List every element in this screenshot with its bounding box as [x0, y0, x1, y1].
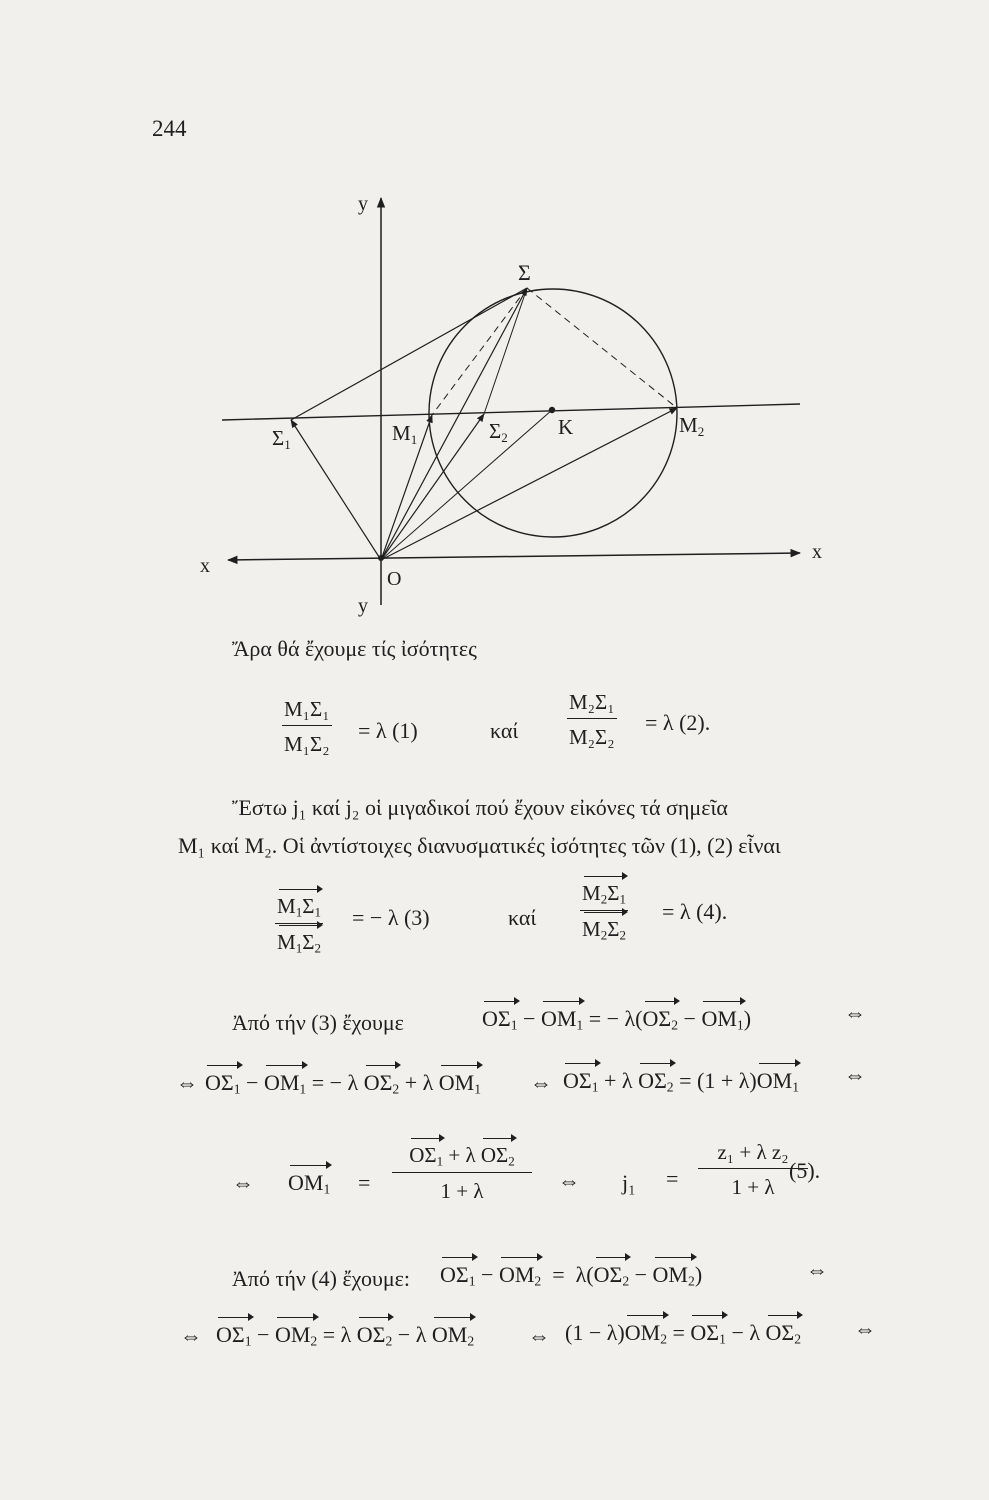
page-number: 244 [152, 116, 187, 141]
iff-9: ⇔ [528, 1323, 550, 1348]
iff-10: ⇔ [854, 1316, 876, 1341]
from-4-label: Ἀπό τήν (4) ἔχουμε: [232, 1266, 410, 1291]
paragraph-line-1: Ἔστω j₁ καί j₂ οἱ μιγαδικοί πού ἔχουν εἰκόνες τά σημεῖα [232, 795, 728, 820]
iff-3: ⇔ [530, 1070, 552, 1095]
x-axis [228, 553, 800, 560]
kai-2: καί [508, 905, 537, 930]
label-y-top: y [358, 193, 368, 215]
j1-lhs: j₁ [622, 1170, 636, 1195]
equals-1: = [358, 1170, 371, 1195]
iff-5: ⇔ [232, 1170, 254, 1195]
from-3-equation: $O\Sigma_1 - OM_1$ = − $\lambda(O\Sigma_2 - OM_1)$ [482, 1006, 752, 1033]
equation-2-rhs: = λ (2). [645, 710, 711, 735]
equation-5-label: (5). [789, 1158, 821, 1183]
fraction-2-numerator: M₂Σ₁ [567, 690, 617, 719]
step-line-1b: $O\Sigma_1 + \lambda$ $O\Sigma_2 = (1 + \lambda)OM_1$ [563, 1068, 800, 1095]
fraction-2-denominator: M₂Σ₂ [569, 725, 615, 749]
vector-o-sigma1 [291, 420, 381, 560]
point-k [549, 407, 555, 413]
step-line-2b: $(1 - \lambda)OM_2 = O\Sigma_1 - \lambda$ $O\Sigma_2$ [565, 1320, 802, 1347]
intro-text: Ἄρα θά ἔχουμε τίς ἰσότητες [232, 636, 477, 661]
label-m1: M1 [392, 421, 418, 447]
fraction-om1: $\frac{O\Sigma_1 + \lambda O\Sigma_2}{1 + \lambda}$ [392, 1143, 532, 1204]
fraction-j1-numerator: z₁ + λ z₂ [698, 1140, 808, 1169]
label-x-right: x [812, 541, 822, 563]
segment-sigma-sigma2 [484, 288, 527, 414]
step-line-2: $O\Sigma_1 - OM_2 = \lambda$ $O\Sigma_2 - \lambda$ $OM_2$ [216, 1322, 475, 1349]
iff-1: ⇔ [844, 1000, 866, 1025]
label-x-left: x [200, 555, 210, 577]
equation-3-rhs: = − λ (3) [352, 905, 430, 930]
label-sigma: Σ [518, 260, 531, 285]
equals-2: = [666, 1166, 679, 1191]
label-y-bottom: y [358, 595, 368, 617]
from-3-label: Ἀπό τήν (3) ἔχουμε [232, 1010, 404, 1035]
fraction-4: $\frac{M_2\Sigma_1}{M_2\Sigma_2}$ [582, 881, 626, 943]
fraction-1-denominator: M₁Σ₂ [284, 732, 330, 756]
fraction-1-numerator: M₁Σ₁ [282, 697, 332, 726]
geometry-figure [0, 0, 989, 640]
step-line-1: $O\Sigma_1 - OM_1$ = − λ $O\Sigma_2 + \lambda$ $OM_1$ [205, 1070, 482, 1097]
fraction-j1-denominator: 1 + λ [731, 1175, 775, 1199]
dashed-sigma-m2 [527, 288, 677, 408]
point-o [378, 555, 384, 561]
equation-1-rhs: = λ (1) [358, 718, 418, 743]
label-sigma1: Σ1 [272, 426, 291, 452]
kai-1: καί [490, 718, 519, 743]
label-k: K [558, 415, 574, 439]
iff-8: ⇔ [180, 1323, 202, 1348]
iff-6: ⇔ [558, 1168, 580, 1193]
paragraph-line-2: M₁ καί M₂. Οἱ ἀντίστοιχες διανυσματικές ἰσότητες τῶν (1), (2) εἶναι [178, 833, 781, 858]
iff-2: ⇔ [176, 1070, 198, 1095]
fraction-3: $\frac{M_1\Sigma_1}{M_1\Sigma_2}$ [277, 894, 321, 956]
dashed-sigma-m1 [432, 288, 527, 415]
iff-4: ⇔ [844, 1062, 866, 1087]
iff-7: ⇔ [806, 1257, 828, 1282]
om1-lhs: $OM_1$ [288, 1170, 331, 1197]
label-origin: O [387, 568, 402, 590]
label-m2: M2 [679, 413, 705, 439]
line-sigma1-m2 [222, 404, 800, 420]
fraction-1 [282, 697, 332, 757]
fraction-2 [567, 690, 617, 750]
equation-4-rhs: = λ (4). [662, 899, 728, 924]
label-sigma2: Σ2 [489, 419, 508, 445]
from-4-equation: $O\Sigma_1 - OM_2 = \lambda(O\Sigma_2 - OM_2)$ [440, 1262, 703, 1289]
